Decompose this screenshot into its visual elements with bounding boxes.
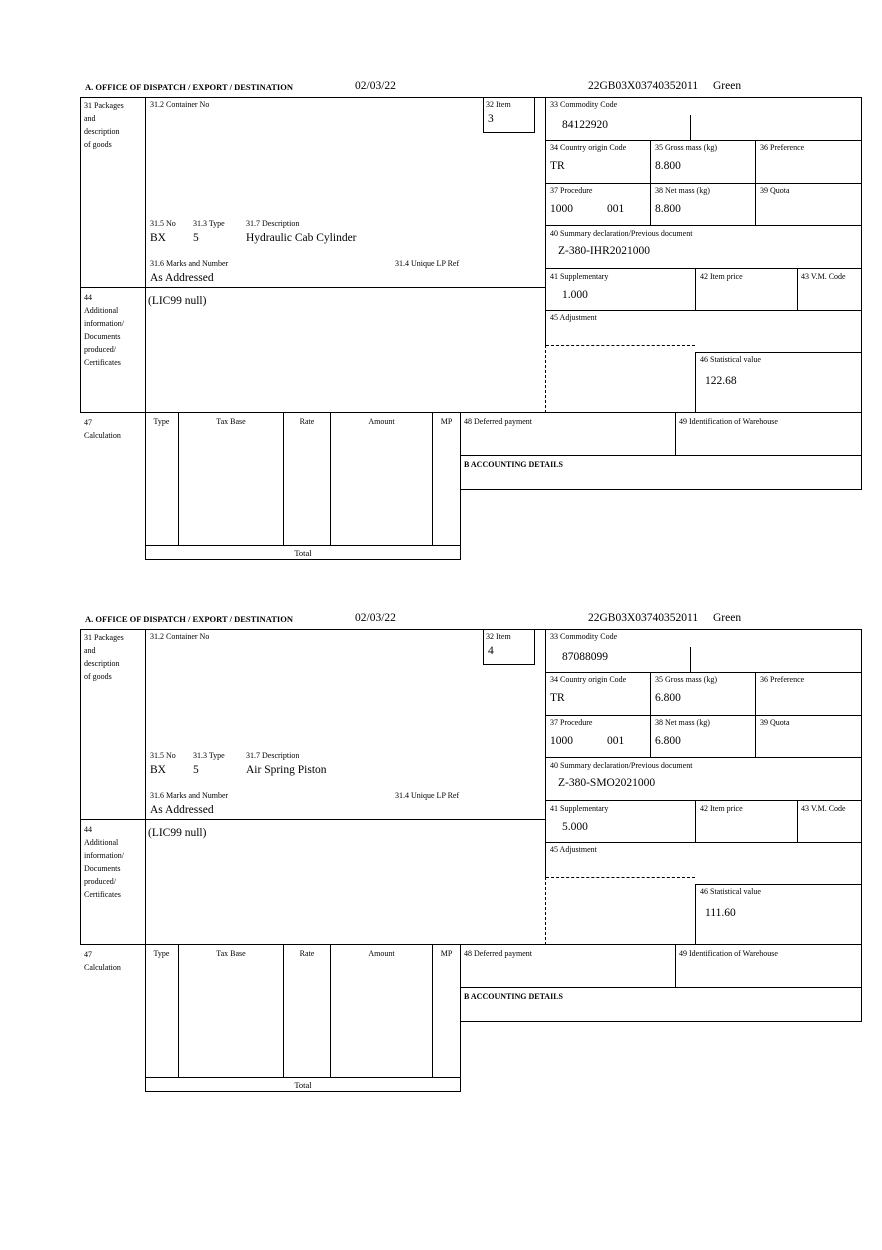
adjustment-label: 45 Adjustment bbox=[550, 845, 597, 854]
supplementary-label: 41 Supplementary bbox=[550, 272, 609, 281]
accounting-top-line bbox=[461, 987, 862, 988]
country-origin-label: 34 Country origin Code bbox=[550, 143, 627, 152]
commodity-code-label: 33 Commodity Code bbox=[550, 100, 618, 109]
right-column-divider-dashed bbox=[545, 877, 546, 945]
calc-total-label: Total bbox=[294, 548, 312, 558]
box33-bottom-line bbox=[546, 140, 861, 141]
commodity-code-tick bbox=[690, 647, 691, 672]
box37-row-bottom-line bbox=[546, 225, 861, 226]
box44-label bbox=[84, 291, 124, 369]
box44-label-line: 44 bbox=[84, 825, 92, 834]
net-mass-value: 6.800 bbox=[655, 735, 681, 747]
warehouse-id-label: 49 Identification of Warehouse bbox=[679, 949, 778, 958]
right-column-divider bbox=[545, 97, 546, 345]
supplementary-value: 5.000 bbox=[562, 821, 588, 833]
box41-row-bottom-line bbox=[546, 842, 861, 843]
package-no-label: 31.5 No bbox=[150, 751, 176, 760]
calc-col-divider bbox=[330, 413, 331, 545]
supplementary-value: 1.000 bbox=[562, 289, 588, 301]
calc-total-divider bbox=[146, 545, 460, 546]
commodity-code-value: 84122920 bbox=[562, 119, 608, 131]
procedure-secondary-value: 001 bbox=[607, 735, 625, 747]
mass-column-divider bbox=[650, 672, 651, 757]
goods-description-value: Air Spring Piston bbox=[246, 764, 327, 776]
box31-box44-divider bbox=[81, 287, 545, 288]
routing-channel-value: Green bbox=[713, 612, 742, 624]
deferred-payment-label: 48 Deferred payment bbox=[464, 417, 532, 426]
box34-row-bottom-line bbox=[546, 715, 861, 716]
calc-col-type-header: Type bbox=[153, 949, 170, 958]
vm-code-label: 43 V.M. Code bbox=[801, 804, 846, 813]
calculation-table bbox=[145, 412, 461, 560]
calc-col-divider bbox=[283, 413, 284, 545]
calc-col-taxbase-header: Tax Base bbox=[216, 417, 246, 426]
item-price-column-divider bbox=[695, 268, 696, 310]
calculation-table bbox=[145, 944, 461, 1092]
box44-label bbox=[84, 823, 124, 901]
procedure-label: 37 Procedure bbox=[550, 186, 593, 195]
calc-col-divider bbox=[283, 945, 284, 1077]
routing-channel-value: Green bbox=[713, 80, 742, 92]
statistical-value-label: 46 Statistical value bbox=[700, 887, 761, 896]
warehouse-id-label: 49 Identification of Warehouse bbox=[679, 417, 778, 426]
statistical-value-label: 46 Statistical value bbox=[700, 355, 761, 364]
box47-label-line: Calculation bbox=[84, 963, 121, 972]
item-number-label: 32 Item bbox=[486, 632, 511, 641]
box34-row-bottom-line bbox=[546, 183, 861, 184]
additional-info-value: (LIC99 null) bbox=[148, 827, 207, 839]
quota-label: 39 Quota bbox=[760, 186, 790, 195]
box31-label-line: and bbox=[84, 646, 96, 655]
box44-label-line: information/ bbox=[84, 319, 124, 328]
vm-code-column-divider bbox=[797, 268, 798, 310]
marks-label: 31.6 Marks and Number bbox=[150, 791, 229, 800]
box45-bottom-dashed-line bbox=[546, 877, 695, 878]
container-no-label: 31.2 Container No bbox=[150, 100, 210, 109]
package-code-value: BX bbox=[150, 764, 166, 776]
marks-label: 31.6 Marks and Number bbox=[150, 259, 229, 268]
box44-label-line: Certificates bbox=[84, 890, 121, 899]
accounting-details-label: B ACCOUNTING DETAILS bbox=[464, 460, 563, 469]
box31-label-line: of goods bbox=[84, 140, 112, 149]
declaration-reference-value: 22GB03X03740352011 bbox=[588, 80, 699, 92]
goods-description-label: 31.7 Description bbox=[246, 751, 300, 760]
box44-label-line: Documents bbox=[84, 332, 121, 341]
calc-col-type-header: Type bbox=[153, 417, 170, 426]
calc-col-rate-header: Rate bbox=[299, 949, 315, 958]
box31-label bbox=[84, 99, 124, 151]
left-column-divider bbox=[145, 629, 146, 945]
calc-col-rate-header: Rate bbox=[299, 417, 315, 426]
country-origin-value: TR bbox=[550, 160, 565, 172]
right-column-divider bbox=[545, 629, 546, 877]
procedure-value: 1000 bbox=[550, 203, 573, 215]
commodity-code-value: 87088099 bbox=[562, 651, 608, 663]
gross-mass-value: 6.800 bbox=[655, 692, 681, 704]
previous-document-label: 40 Summary declaration/Previous document bbox=[550, 761, 693, 770]
box31-label-line: 31 Packages bbox=[84, 633, 124, 642]
preference-column-divider bbox=[755, 140, 756, 225]
box31-label-line: description bbox=[84, 659, 120, 668]
unique-lp-ref-label: 31.4 Unique LP Ref bbox=[395, 791, 460, 800]
item-number-label: 32 Item bbox=[486, 100, 511, 109]
declaration-item-block bbox=[0, 612, 882, 1101]
dispatch-date-value: 02/03/22 bbox=[355, 612, 396, 624]
previous-document-value: Z-380-SMO2021000 bbox=[558, 777, 656, 789]
goods-description-label: 31.7 Description bbox=[246, 219, 300, 228]
commodity-code-tick bbox=[690, 115, 691, 140]
box47-label bbox=[84, 416, 121, 442]
office-of-dispatch-label: A. OFFICE OF DISPATCH / EXPORT / DESTINATION bbox=[85, 82, 293, 92]
item-price-label: 42 Item price bbox=[700, 804, 743, 813]
goods-description-value: Hydraulic Cab Cylinder bbox=[246, 232, 357, 244]
additional-info-value: (LIC99 null) bbox=[148, 295, 207, 307]
box44-label-line: Additional bbox=[84, 838, 119, 847]
deferred-payment-label: 48 Deferred payment bbox=[464, 949, 532, 958]
vm-code-label: 43 V.M. Code bbox=[801, 272, 846, 281]
item-number-value: 4 bbox=[488, 645, 494, 657]
statistical-value: 122.68 bbox=[705, 375, 737, 387]
calc-col-mp-header: MP bbox=[440, 949, 453, 958]
box37-row-bottom-line bbox=[546, 757, 861, 758]
box40-bottom-line bbox=[546, 268, 861, 269]
box33-bottom-line bbox=[546, 672, 861, 673]
box45-bottom-dashed-line bbox=[546, 345, 695, 346]
preference-label: 36 Preference bbox=[760, 143, 805, 152]
box44-label-line: produced/ bbox=[84, 877, 116, 886]
box31-label-line: 31 Packages bbox=[84, 101, 124, 110]
box44-label-line: 44 bbox=[84, 293, 92, 302]
package-type-label: 31.3 Type bbox=[193, 751, 225, 760]
box31-box44-divider bbox=[81, 819, 545, 820]
procedure-label: 37 Procedure bbox=[550, 718, 593, 727]
package-type-value: 5 bbox=[193, 232, 199, 244]
accounting-top-line bbox=[461, 455, 862, 456]
box44-label-line: Documents bbox=[84, 864, 121, 873]
gross-mass-value: 8.800 bbox=[655, 160, 681, 172]
calc-col-divider bbox=[432, 413, 433, 545]
calc-col-divider bbox=[432, 945, 433, 1077]
net-mass-value: 8.800 bbox=[655, 203, 681, 215]
right-column-divider-dashed bbox=[545, 345, 546, 413]
gross-mass-label: 35 Gross mass (kg) bbox=[655, 143, 717, 152]
calc-col-divider bbox=[178, 413, 179, 545]
calc-total-label: Total bbox=[294, 1080, 312, 1090]
vm-code-column-divider bbox=[797, 800, 798, 842]
accounting-details-label: B ACCOUNTING DETAILS bbox=[464, 992, 563, 1001]
box47-label-line: Calculation bbox=[84, 431, 121, 440]
calc-col-mp-header: MP bbox=[440, 417, 453, 426]
calc-col-amount-header: Amount bbox=[368, 949, 395, 958]
calc-total-divider bbox=[146, 1077, 460, 1078]
calc-col-divider bbox=[330, 945, 331, 1077]
country-origin-label: 34 Country origin Code bbox=[550, 675, 627, 684]
unique-lp-ref-label: 31.4 Unique LP Ref bbox=[395, 259, 460, 268]
office-of-dispatch-label: A. OFFICE OF DISPATCH / EXPORT / DESTINATION bbox=[85, 614, 293, 624]
left-column-divider bbox=[145, 97, 146, 413]
box47-label-line: 47 bbox=[84, 418, 92, 427]
mass-column-divider bbox=[650, 140, 651, 225]
package-type-label: 31.3 Type bbox=[193, 219, 225, 228]
quota-label: 39 Quota bbox=[760, 718, 790, 727]
previous-document-value: Z-380-IHR2021000 bbox=[558, 245, 650, 257]
net-mass-label: 38 Net mass (kg) bbox=[655, 718, 710, 727]
box44-label-line: Additional bbox=[84, 306, 119, 315]
previous-document-label: 40 Summary declaration/Previous document bbox=[550, 229, 693, 238]
statistical-value: 111.60 bbox=[705, 907, 736, 919]
supplementary-label: 41 Supplementary bbox=[550, 804, 609, 813]
marks-value: As Addressed bbox=[150, 804, 214, 816]
box44-label-line: information/ bbox=[84, 851, 124, 860]
gross-mass-label: 35 Gross mass (kg) bbox=[655, 675, 717, 684]
net-mass-label: 38 Net mass (kg) bbox=[655, 186, 710, 195]
package-code-value: BX bbox=[150, 232, 166, 244]
procedure-value: 1000 bbox=[550, 735, 573, 747]
calc-col-amount-header: Amount bbox=[368, 417, 395, 426]
warehouse-column-divider bbox=[675, 945, 676, 987]
item-price-column-divider bbox=[695, 800, 696, 842]
box40-bottom-line bbox=[546, 800, 861, 801]
adjustment-label: 45 Adjustment bbox=[550, 313, 597, 322]
calc-col-taxbase-header: Tax Base bbox=[216, 949, 246, 958]
box31-label-line: and bbox=[84, 114, 96, 123]
box31-label-line: description bbox=[84, 127, 120, 136]
box47-label-line: 47 bbox=[84, 950, 92, 959]
declaration-reference-value: 22GB03X03740352011 bbox=[588, 612, 699, 624]
dispatch-date-value: 02/03/22 bbox=[355, 80, 396, 92]
package-type-value: 5 bbox=[193, 764, 199, 776]
declaration-item-block bbox=[0, 80, 882, 569]
container-no-label: 31.2 Container No bbox=[150, 632, 210, 641]
box41-row-bottom-line bbox=[546, 310, 861, 311]
item-price-label: 42 Item price bbox=[700, 272, 743, 281]
box31-label-line: of goods bbox=[84, 672, 112, 681]
box44-label-line: produced/ bbox=[84, 345, 116, 354]
commodity-code-label: 33 Commodity Code bbox=[550, 632, 618, 641]
box47-label bbox=[84, 948, 121, 974]
warehouse-column-divider bbox=[675, 413, 676, 455]
marks-value: As Addressed bbox=[150, 272, 214, 284]
box44-label-line: Certificates bbox=[84, 358, 121, 367]
item-number-value: 3 bbox=[488, 113, 494, 125]
box31-label bbox=[84, 631, 124, 683]
country-origin-value: TR bbox=[550, 692, 565, 704]
calc-col-divider bbox=[178, 945, 179, 1077]
preference-label: 36 Preference bbox=[760, 675, 805, 684]
package-no-label: 31.5 No bbox=[150, 219, 176, 228]
preference-column-divider bbox=[755, 672, 756, 757]
procedure-secondary-value: 001 bbox=[607, 203, 625, 215]
